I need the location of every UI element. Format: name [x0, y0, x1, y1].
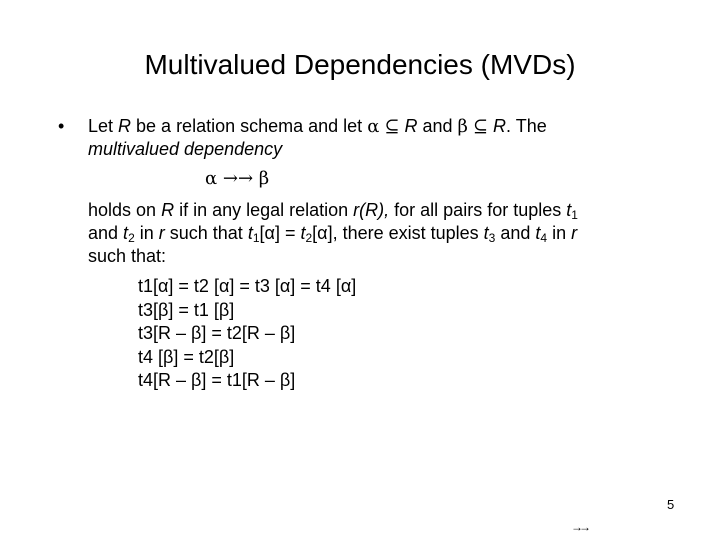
condition-line: t1[α] = t2 [α] = t3 [α] = t4 [α]: [138, 276, 357, 296]
double-arrow-icon: →→: [571, 520, 587, 534]
slide-title: Multivalued Dependencies (MVDs): [144, 49, 576, 80]
condition-line: t3[R – β] = t2[R – β]: [138, 323, 296, 343]
mvd-expression: α →→ β: [205, 168, 270, 189]
condition-line: t4 [β] = t2[β]: [138, 346, 235, 367]
mvd-conditions: [138, 275, 356, 393]
mvd-definition-paragraph: holds on R if in any legal relation r(R), for all pairs for tuples $t_1$ and $t_2$ in r such that $t_1[\alpha] = t_2[\alpha]$, there exist tuples $t_3$ and $t_4$ in r such that:: [88, 200, 578, 266]
bullet-marker: •: [58, 116, 65, 136]
mvd-term: multivalued dependency: [88, 139, 283, 159]
page-number: 5: [667, 497, 675, 512]
condition-line: t3[β] = t1 [β]: [138, 299, 235, 320]
mvd-intro-paragraph: Let R be a relation schema and let α ⊆ R and β ⊆ R. The multivalued dependency: [88, 116, 547, 159]
condition-line: t4[R – β] = t1[R – β]: [138, 370, 296, 390]
